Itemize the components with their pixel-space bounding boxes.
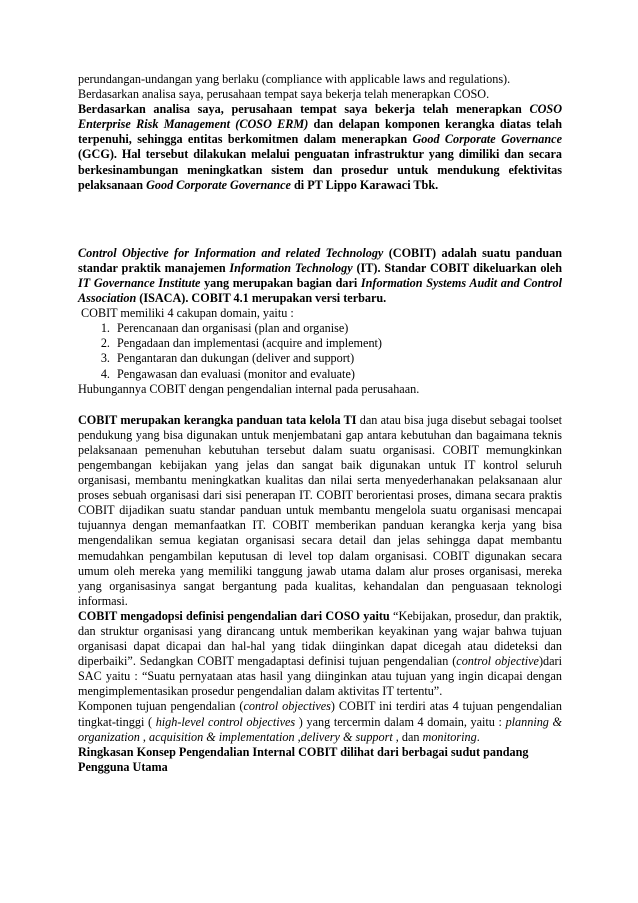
list-item: 1. Perencanaan dan organisasi (plan and organise) bbox=[113, 321, 562, 336]
coso-erm-paragraph: Berdasarkan analisa saya, perusahaan tempat saya bekerja telah menerapkan COSO Enterprise Risk Management (COSO ERM) dan delapan komponen kerangka diatas telah terpenuhi, sehingga entitas berkomitmen dalam menerapkan Good Corporate Governance (GCG). Hal tersebut dilakukan melalui penguatan infrastruktur yang dimiliki dan secara berkesinambungan meningkatkan sistem dan prosedur untuk mendukung efektivitas pelaksanaan Good Corporate Governance di PT Lippo Karawaci Tbk. bbox=[78, 102, 562, 192]
blank-space bbox=[78, 193, 562, 246]
domain-list bbox=[78, 321, 562, 381]
list-item: 2. Pengadaan dan implementasi (acquire and implement) bbox=[113, 336, 562, 351]
blank-space bbox=[78, 397, 562, 413]
control-definition-paragraph: COBIT mengadopsi definisi pengendalian dari COSO yaitu “Kebijakan, prosedur, dan praktik, dan struktur organisasi yang dirancang untuk memberikan keyakinan yang wajar bahwa tujuan organisasi dapat dicapai dan hal-hal yang tidak diinginkan dapat dicegah atau dideteksi dan diperbaiki”. Sedangkan COBIT mengadaptasi definisi tujuan pengendalian (control objective)dari SAC yaitu : “Suatu pernyataan atas hasil yang diinginkan atau tujuan yang ingin dicapai dengan mengimplementasikan prosedur pengendalian dalam aktivitas IT tertentu”. bbox=[78, 608, 562, 699]
text-line: Berdasarkan analisa saya, perusahaan tempat saya bekerja telah menerapkan COSO. bbox=[78, 87, 490, 102]
relation-line: Hubungannya COBIT dengan pengendalian internal pada perusahaan. bbox=[78, 381, 420, 396]
list-item: 3. Pengantaran dan dukungan (deliver and support) bbox=[113, 351, 562, 366]
text-line: perundangan-undangan yang berlaku (compliance with applicable laws and regulations). bbox=[78, 72, 511, 86]
document-page bbox=[78, 72, 562, 775]
list-item: 4. Pengawasan dan evaluasi (monitor and evaluate) bbox=[113, 367, 562, 382]
cobit-framework-paragraph: COBIT merupakan kerangka panduan tata kelola TI dan atau bisa juga disebut sebagai toolset pendukung yang bisa digunakan untuk menjembatani gap antara kebutuhan dan bagaimana teknis pelaksanaan pemenuhan kebutuhan tersebut dalam suatu organisasi. COBIT memungkinkan pengembangan kebijakan yang jelas dan sangat baik digunakan untuk IT kontrol seluruh organisasi, membantu meningkatkan kualitas dan nilai serta menyederhanakan pelaksanaan alur proses sebuah organisasi dari sisi penerapan IT. COBIT berorientasi proses, dimana secara praktis COBIT dijadikan suatu standar panduan untuk membantu mengelola suatu organisasi mencapai tujuannya dengan memanfaatkan IT. COBIT memberikan panduan kerangka kerja yang bisa mengendalikan semua kegiatan organisasi secara detail dan jelas sehingga dapat membantu memudahkan pengambilan keputusan di level top dalam organisasi. COBIT digunakan secara umum oleh mereka yang memiliki tanggung jawab utama dalam alur proses organisasi, mereka yang organisasinya sangat bergantung pada kualitas, kehandalan dan penguasaan teknologi informasi. bbox=[78, 412, 562, 608]
domains-intro: COBIT memiliki 4 cakupan domain, yaitu : bbox=[78, 306, 294, 321]
control-objectives-paragraph: Komponen tujuan pengendalian (control objectives) COBIT ini terdiri atas 4 tujuan pengendalian tingkat-tinggi ( high-level control objectives ) yang tercermin dalam 4 domain, yaitu : planning & organization , acquisition & implementation ,delivery & support , dan monitoring. bbox=[78, 699, 563, 744]
section-heading: Ringkasan Konsep Pengendalian Internal COBIT dilihat dari berbagai sudut pandang Pengguna Utama bbox=[78, 744, 529, 774]
cobit-definition-paragraph: Control Objective for Information and related Technology (COBIT) adalah suatu panduan standar praktik manajemen Information Technology (IT). Standar COBIT dikeluarkan oleh IT Governance Institute yang merupakan bagian dari Information Systems Audit and Control Association (ISACA). COBIT 4.1 merupakan versi terbaru. bbox=[78, 245, 562, 306]
